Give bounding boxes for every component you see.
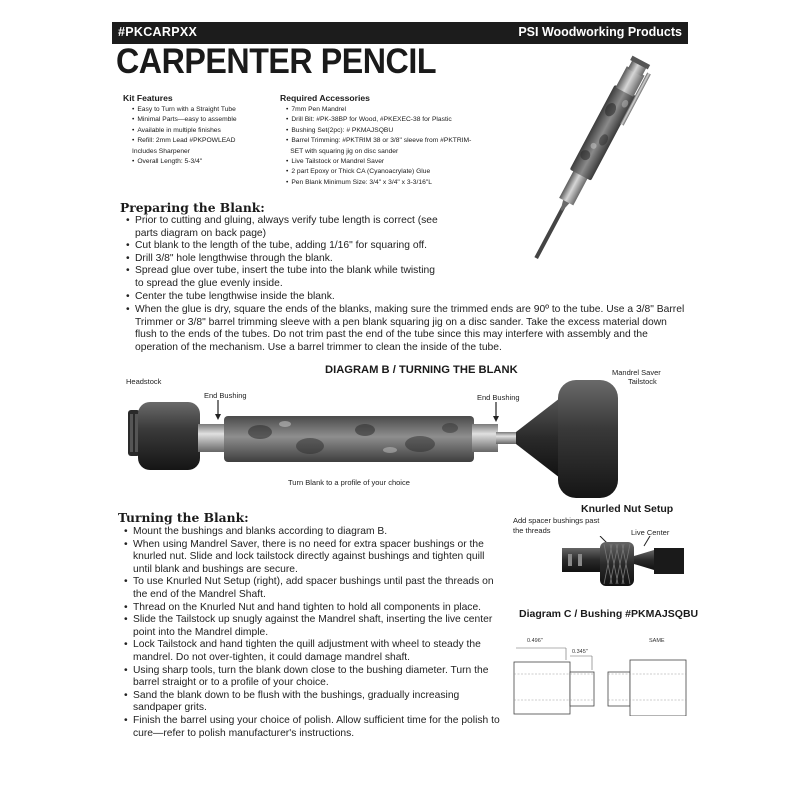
list-item: Includes Sharpener — [132, 147, 190, 155]
required-accessories-heading: Required Accessories — [280, 93, 370, 103]
list-item: • Spread glue over tube, insert the tube into the blank while twisting to spread the glue evenly inside. — [126, 265, 438, 290]
knurled-spacer-label — [513, 516, 599, 536]
knurled-title: Knurled Nut Setup — [581, 503, 674, 515]
diagram-b-title: DIAGRAM B / TURNING THE BLANK — [325, 364, 518, 376]
list-item: • Prior to cutting and gluing, always verify tube length is correct (see parts diagram on back page) — [126, 215, 438, 240]
list-item: • Center the tube lengthwise inside the blank. — [126, 291, 438, 304]
live-center-label: Live Center — [631, 528, 670, 537]
preparing-heading: Preparing the Blank: — [120, 200, 265, 215]
list-item: • Thread on the Knurled Nut and hand tighten to hold all components in place. — [124, 602, 500, 615]
list-item: • Minimal Parts—easy to assemble — [132, 115, 273, 125]
knurled-spacer-line2: the threads — [513, 526, 551, 535]
diagram-c-same: SAME — [649, 638, 665, 644]
end-bushing-right-label: End Bushing — [477, 393, 520, 402]
end-bushing-left-label: End Bushing — [204, 391, 247, 400]
list-item: • Sand the blank down to be flush with the bushings, gradually increasing sandpaper grits. — [124, 690, 500, 715]
list-item: • Finish the barrel using your choice of polish. Allow sufficient time for the polish to cure—refer to polish manufacturer's instructions. — [124, 715, 500, 740]
list-item: • Available in multiple finishes — [132, 126, 273, 136]
list-item: • Overall Length: 5-3/4" — [132, 157, 273, 167]
list-item: • Barrel Trimming: #PKTRIM 38 or 3/8" sleeve from #PKTRIM- — [286, 136, 510, 146]
diagram-c-dim1: 0.496" — [527, 638, 543, 644]
list-item: • To use Knurled Nut Setup (right), add spacer bushings until past the threads on the end of the Mandrel Shaft. — [124, 576, 500, 601]
kit-features-list — [132, 105, 273, 167]
tailstock-label-line2: Tailstock — [628, 377, 657, 386]
list-item: • Drill Bit: #PK-38BP for Wood, #PKEXEC-38 for Plastic — [286, 115, 510, 125]
list-item: • Cut blank to the length of the tube, adding 1/16" for squaring off. — [126, 240, 438, 253]
list-item: • Mount the bushings and blanks according to diagram B. — [124, 526, 500, 539]
list-item: • Lock Tailstock and hand tighten the quill adjustment with wheel to steady the mandrel. Do not over-tighten, it could damage mandrel shaft. — [124, 639, 500, 664]
diagram-c-illustration — [510, 644, 690, 716]
headstock-label: Headstock — [126, 377, 162, 386]
list-item: • Bushing Set(2pc): # PKMAJSQBU — [286, 126, 510, 136]
diagram-b-caption: Turn Blank to a profile of your choice — [288, 478, 410, 487]
list-item: • Slide the Tailstock up snugly against the Mandrel shaft, inserting the live center point into the Mandrel dimple. — [124, 614, 500, 639]
diagram-c-title: Diagram C / Bushing #PKMAJSQBU — [519, 608, 699, 620]
brand-name: PSI Woodworking Products — [518, 25, 682, 39]
list-item: • Using sharp tools, turn the blank down close to the bushing diameter. Turn the barrel straight or to a profile of your choice. — [124, 665, 500, 690]
page-title: CARPENTER PENCIL — [116, 42, 437, 81]
list-item: • Refill: 2mm Lead #PKPOWLEAD — [132, 136, 273, 146]
list-item: • Easy to Turn with a Straight Tube — [132, 105, 273, 115]
list-item: • Live Tailstock or Mandrel Saver — [286, 157, 510, 167]
preparing-list-a — [126, 215, 438, 303]
kit-features-heading: Kit Features — [123, 93, 173, 103]
list-item-continuation: SET with squaring jig on disc sander — [290, 147, 399, 155]
knurled-nut-illustration — [560, 536, 688, 596]
header-bar — [112, 22, 688, 44]
list-item: • Drill 3/8" hole lengthwise through the blank. — [126, 253, 438, 266]
list-item: • 7mm Pen Mandrel — [286, 105, 510, 115]
product-code: #PKCARPXX — [118, 25, 198, 39]
knurled-spacer-line1: Add spacer bushings past — [513, 516, 600, 525]
turning-list — [124, 526, 500, 740]
preparing-list-b — [126, 304, 686, 354]
list-item: • Pen Blank Minimum Size: 3/4" x 3/4" x 3-3/16"L — [286, 178, 510, 188]
list-item: • 2 part Epoxy or Thick CA (Cyanoacrylate) Glue — [286, 167, 510, 177]
diagram-b-illustration — [120, 380, 640, 510]
diagram-c-dim2: 0.345" — [572, 649, 588, 655]
tailstock-label-line1: Mandrel Saver — [612, 368, 661, 377]
turning-heading: Turning the Blank: — [118, 510, 249, 525]
list-item: • When the glue is dry, square the ends of the blanks, making sure the trimmed ends are 90º to the tube. Use a 3/8" Barrel Trimmer or 3/8" barrel trimming sleeve with a pen blank squaring jig on a disc sander. Take the excess material down flush to the ends of the tubes. Do not trim past the end of the tube since this may interfere with assembly and the operation of the mechanism. Use a barrel trimmer to clean the inside of the tube. — [126, 304, 686, 354]
kit-features — [123, 93, 273, 167]
carpenter-pencil-image — [450, 52, 690, 292]
list-item: • When using Mandrel Saver, there is no need for extra spacer bushings or the knurled nut. Slide and lock tailstock directly against bushings and tighten quill until blank and bushings are secure. — [124, 539, 500, 577]
